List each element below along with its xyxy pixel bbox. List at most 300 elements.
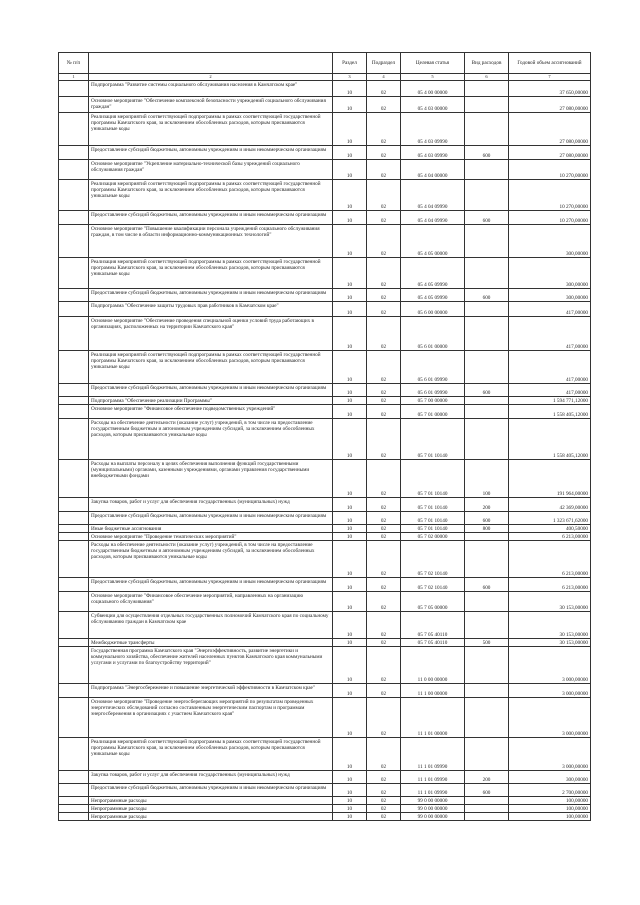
row-sum: 3 000,00000 <box>509 684 591 698</box>
row-podrazdel: 02 <box>367 647 401 684</box>
row-name: Иные бюджетные ассигнования <box>89 525 333 533</box>
row-sum: 30 153,00000 <box>509 639 591 647</box>
row-sum: 3 000,00000 <box>509 698 591 738</box>
row-sum: 100,00000 <box>509 797 591 805</box>
row-razdel: 10 <box>333 384 367 397</box>
row-razdel: 10 <box>333 460 367 498</box>
row-num <box>59 225 89 258</box>
row-csr: 05 4 04 09990 <box>401 180 465 211</box>
row-num <box>59 97 89 113</box>
table-row <box>59 698 591 738</box>
row-name: Расходы на обеспечение деятельности (оказание услуг) учреждений, в том числе на предоставление государственным бюджетным и автономным учреждениям субсидий, за исключением обособленных расходов, которым присваиваются уникальные коды <box>89 541 333 578</box>
row-name: Основное мероприятие "Повышение квалификации персонала учреждений социального обслуживания граждан, в том числе в области информационно-коммуникационных технологий" <box>89 225 333 258</box>
row-razdel: 10 <box>333 419 367 460</box>
header-name <box>89 53 333 74</box>
row-vr <box>465 317 509 351</box>
row-razdel: 10 <box>333 81 367 97</box>
row-sum: 417,00000 <box>509 351 591 384</box>
row-name: Предоставление субсидий бюджетным, автономным учреждениям и иным некоммерческим организациям <box>89 784 333 797</box>
row-num <box>59 384 89 397</box>
row-podrazdel: 02 <box>367 289 401 302</box>
row-sum: 10 270,00000 <box>509 180 591 211</box>
table-row <box>59 211 591 225</box>
row-csr: 05 6 01 00000 <box>401 317 465 351</box>
row-name: Субвенции для осуществления отдельных государственных полномочий Камчатского края по социальному обслуживанию граждан в Камчатском крае <box>89 612 333 639</box>
row-razdel: 10 <box>333 797 367 805</box>
row-name: Закупка товаров, работ и услуг для обеспечения государственных (муниципальных) нужд <box>89 771 333 784</box>
row-sum: 3 000,00000 <box>509 647 591 684</box>
row-num <box>59 289 89 302</box>
row-csr: 99 0 00 00000 <box>401 805 465 813</box>
row-csr: 05 7 00 00000 <box>401 397 465 405</box>
row-podrazdel: 02 <box>367 258 401 289</box>
row-vr <box>465 805 509 813</box>
row-num <box>59 160 89 180</box>
row-razdel: 10 <box>333 813 367 821</box>
row-razdel: 10 <box>333 498 367 512</box>
row-razdel: 10 <box>333 647 367 684</box>
table-row <box>59 258 591 289</box>
row-num <box>59 211 89 225</box>
row-podrazdel: 02 <box>367 541 401 578</box>
row-csr: 05 7 01 10140 <box>401 419 465 460</box>
row-vr <box>465 684 509 698</box>
row-vr <box>465 81 509 97</box>
row-csr: 11 0 00 00000 <box>401 647 465 684</box>
row-csr: 05 6 01 09990 <box>401 351 465 384</box>
row-podrazdel: 02 <box>367 525 401 533</box>
row-num <box>59 512 89 525</box>
budget-table <box>58 52 591 821</box>
row-razdel: 10 <box>333 351 367 384</box>
table-row <box>59 419 591 460</box>
row-podrazdel: 02 <box>367 784 401 797</box>
row-sum: 6 213,00000 <box>509 533 591 541</box>
table-row <box>59 639 591 647</box>
row-vr: 600 <box>465 146 509 160</box>
row-sum: 1 323 671,62000 <box>509 512 591 525</box>
row-name: Реализация мероприятий соответствующей подпрограммы в рамках соответствующей государственной программы Камчатского края, за исключением обособленных расходов, которым присваиваются уникальные коды <box>89 738 333 771</box>
row-vr <box>465 797 509 805</box>
row-num <box>59 498 89 512</box>
row-razdel: 10 <box>333 211 367 225</box>
header-sum: Годовой объем ассигнований <box>509 53 591 74</box>
row-num <box>59 698 89 738</box>
row-csr: 05 4 05 09990 <box>401 289 465 302</box>
row-podrazdel: 02 <box>367 639 401 647</box>
row-num <box>59 351 89 384</box>
row-name: Реализация мероприятий соответствующей подпрограммы в рамках соответствующей государственной программы Камчатского края, за исключением обособленных расходов, которым присваиваются уникальные коды <box>89 180 333 211</box>
table-row <box>59 813 591 821</box>
row-name: Закупка товаров, работ и услуг для обеспечения государственных (муниципальных) нужд <box>89 498 333 512</box>
row-sum: 6 213,00000 <box>509 578 591 592</box>
row-csr: 11 1 01 00000 <box>401 698 465 738</box>
row-csr: 05 4 04 00000 <box>401 160 465 180</box>
row-num <box>59 146 89 160</box>
row-sum: 27 080,00000 <box>509 146 591 160</box>
row-razdel: 10 <box>333 225 367 258</box>
row-name: Предоставление субсидий бюджетным, автономным учреждениям и иным некоммерческим организациям <box>89 289 333 302</box>
row-num <box>59 180 89 211</box>
row-sum: 42 369,00000 <box>509 498 591 512</box>
row-name: Межбюджетные трансферты <box>89 639 333 647</box>
table-row <box>59 592 591 612</box>
row-podrazdel: 02 <box>367 498 401 512</box>
row-sum: 27 080,00000 <box>509 113 591 146</box>
row-sum: 300,00000 <box>509 258 591 289</box>
row-num <box>59 805 89 813</box>
row-csr: 05 7 01 10140 <box>401 498 465 512</box>
row-razdel: 10 <box>333 533 367 541</box>
row-vr <box>465 533 509 541</box>
row-name: Подпрограмма "Энергосбережение и повышение энергетической эффективности в Камчатском крае" <box>89 684 333 698</box>
row-csr: 99 0 00 00000 <box>401 813 465 821</box>
row-name: Основное мероприятие "Обеспечение проведения специальной оценки условий труда работающих в организациях, расположенных на территории Камчатского края" <box>89 317 333 351</box>
table-row <box>59 541 591 578</box>
row-vr <box>465 592 509 612</box>
table-row <box>59 784 591 797</box>
table-body <box>59 81 591 821</box>
row-sum: 6 213,00000 <box>509 541 591 578</box>
table-row <box>59 405 591 419</box>
table-row <box>59 525 591 533</box>
row-name: Предоставление субсидий бюджетным, автономным учреждениям и иным некоммерческим организациям <box>89 578 333 592</box>
row-csr: 11 1 01 09990 <box>401 771 465 784</box>
row-vr <box>465 541 509 578</box>
table-header-row <box>59 53 591 74</box>
row-num <box>59 797 89 805</box>
row-num <box>59 405 89 419</box>
row-csr: 99 0 00 00000 <box>401 797 465 805</box>
row-csr: 05 7 01 10140 <box>401 512 465 525</box>
row-vr <box>465 647 509 684</box>
row-csr: 05 7 02 10140 <box>401 541 465 578</box>
row-podrazdel: 02 <box>367 698 401 738</box>
row-razdel: 10 <box>333 525 367 533</box>
colnum-5: 5 <box>401 74 465 81</box>
row-podrazdel: 02 <box>367 684 401 698</box>
row-sum: 10 270,00000 <box>509 211 591 225</box>
row-vr <box>465 180 509 211</box>
table-row <box>59 397 591 405</box>
colnum-1: 1 <box>59 74 89 81</box>
row-sum: 3 000,00000 <box>509 738 591 771</box>
colnum-7: 7 <box>509 74 591 81</box>
row-name: Основное мероприятие "Проведение энергосберегающих мероприятий по результатам проведенных энергетических обследований согласно составленным энергетическим паспортам и программам энергосбережения в организациях с участием Камчатского края" <box>89 698 333 738</box>
table-row <box>59 97 591 113</box>
table-row <box>59 797 591 805</box>
row-sum: 417,00000 <box>509 317 591 351</box>
row-razdel: 10 <box>333 317 367 351</box>
row-podrazdel: 02 <box>367 805 401 813</box>
table-row <box>59 498 591 512</box>
row-razdel: 10 <box>333 146 367 160</box>
row-num <box>59 771 89 784</box>
row-csr: 05 7 05 40110 <box>401 612 465 639</box>
row-vr <box>465 113 509 146</box>
row-name: Расходы на выплаты персоналу в целях обеспечения выполнения функций государственными (муниципальными) органами, казенными учреждениями, органами управления государственными внебюджетными фондами <box>89 460 333 498</box>
row-razdel: 10 <box>333 698 367 738</box>
row-num <box>59 592 89 612</box>
row-num <box>59 647 89 684</box>
row-podrazdel: 02 <box>367 160 401 180</box>
row-vr <box>465 258 509 289</box>
row-sum: 300,00000 <box>509 771 591 784</box>
row-name: Основное мероприятие "Финансовое обеспечение подведомственных учреждений" <box>89 405 333 419</box>
row-vr: 200 <box>465 498 509 512</box>
row-vr <box>465 225 509 258</box>
row-sum: 400,50000 <box>509 525 591 533</box>
row-podrazdel: 02 <box>367 797 401 805</box>
row-razdel: 10 <box>333 258 367 289</box>
header-csr: Целевая статья <box>401 53 465 74</box>
row-vr <box>465 419 509 460</box>
table-row <box>59 317 591 351</box>
row-podrazdel: 02 <box>367 146 401 160</box>
row-num <box>59 258 89 289</box>
row-razdel: 10 <box>333 578 367 592</box>
row-sum: 417,00000 <box>509 302 591 317</box>
table-row <box>59 805 591 813</box>
row-vr <box>465 302 509 317</box>
row-vr: 600 <box>465 384 509 397</box>
row-num <box>59 113 89 146</box>
row-razdel: 10 <box>333 289 367 302</box>
row-name: Основное мероприятие "Финансовое обеспечение мероприятий, направленных на организацию социального обслуживания" <box>89 592 333 612</box>
row-razdel: 10 <box>333 397 367 405</box>
row-razdel: 10 <box>333 639 367 647</box>
row-vr <box>465 405 509 419</box>
row-podrazdel: 02 <box>367 384 401 397</box>
row-sum: 417,00000 <box>509 384 591 397</box>
table-row <box>59 81 591 97</box>
row-name: Основное мероприятие "Обеспечение комплексной безопасности учреждений социального обслуживания граждан" <box>89 97 333 113</box>
table-row <box>59 146 591 160</box>
row-podrazdel: 02 <box>367 460 401 498</box>
row-podrazdel: 02 <box>367 419 401 460</box>
row-num <box>59 684 89 698</box>
row-csr: 05 4 00 00000 <box>401 81 465 97</box>
row-name: Реализация мероприятий соответствующей подпрограммы в рамках соответствующей государственной программы Камчатского края, за исключением обособленных расходов, которым присваиваются уникальные коды <box>89 258 333 289</box>
table-row <box>59 160 591 180</box>
row-num <box>59 813 89 821</box>
colnum-2: 2 <box>89 74 333 81</box>
row-podrazdel: 02 <box>367 225 401 258</box>
row-vr <box>465 738 509 771</box>
row-num <box>59 738 89 771</box>
row-csr: 05 6 00 00000 <box>401 302 465 317</box>
table-row <box>59 533 591 541</box>
row-razdel: 10 <box>333 180 367 211</box>
header-num: № п/п <box>59 53 89 74</box>
row-sum: 1 558 405,12000 <box>509 419 591 460</box>
row-sum: 37 650,00000 <box>509 81 591 97</box>
row-razdel: 10 <box>333 738 367 771</box>
row-podrazdel: 02 <box>367 405 401 419</box>
row-num <box>59 578 89 592</box>
row-name: Непрограммные расходы <box>89 813 333 821</box>
row-num <box>59 612 89 639</box>
colnum-6: 6 <box>465 74 509 81</box>
row-sum: 2 700,00000 <box>509 784 591 797</box>
row-csr: 05 4 05 00000 <box>401 225 465 258</box>
row-vr: 600 <box>465 211 509 225</box>
row-podrazdel: 02 <box>367 180 401 211</box>
table-row <box>59 460 591 498</box>
row-csr: 05 4 05 09990 <box>401 258 465 289</box>
row-vr: 600 <box>465 289 509 302</box>
table-row <box>59 384 591 397</box>
row-num <box>59 317 89 351</box>
header-vr: Вид расходов <box>465 53 509 74</box>
row-sum: 100,00000 <box>509 813 591 821</box>
row-vr <box>465 813 509 821</box>
row-podrazdel: 02 <box>367 302 401 317</box>
row-podrazdel: 02 <box>367 578 401 592</box>
row-sum: 30 153,00000 <box>509 592 591 612</box>
table-row <box>59 289 591 302</box>
row-razdel: 10 <box>333 612 367 639</box>
table-row <box>59 578 591 592</box>
row-sum: 30 153,00000 <box>509 612 591 639</box>
row-podrazdel: 02 <box>367 533 401 541</box>
row-podrazdel: 02 <box>367 512 401 525</box>
row-name: Расходы на обеспечение деятельности (оказание услуг) учреждений, в том числе на предоставление государственным бюджетным и автономным учреждениям субсидий, за исключением обособленных расходов, которым присваиваются уникальные коды <box>89 419 333 460</box>
header-razdel: Раздел <box>333 53 367 74</box>
row-num <box>59 397 89 405</box>
row-sum: 1 558 405,12000 <box>509 405 591 419</box>
row-num <box>59 541 89 578</box>
table-row <box>59 225 591 258</box>
row-csr: 05 7 01 10140 <box>401 525 465 533</box>
row-podrazdel: 02 <box>367 592 401 612</box>
row-vr: 100 <box>465 460 509 498</box>
row-name: Подпрограмма "Развитие системы социального обслуживания населения в Камчатском крае" <box>89 81 333 97</box>
row-podrazdel: 02 <box>367 397 401 405</box>
row-csr: 05 4 03 09990 <box>401 113 465 146</box>
row-vr: 600 <box>465 512 509 525</box>
row-csr: 11 1 01 09990 <box>401 784 465 797</box>
row-vr <box>465 160 509 180</box>
row-podrazdel: 02 <box>367 317 401 351</box>
table-row <box>59 180 591 211</box>
row-vr <box>465 351 509 384</box>
row-vr: 800 <box>465 525 509 533</box>
row-vr <box>465 698 509 738</box>
row-name: Реализация мероприятий соответствующей подпрограммы в рамках соответствующей государственной программы Камчатского края, за исключением обособленных расходов, которым присваиваются уникальные коды <box>89 351 333 384</box>
row-vr: 600 <box>465 578 509 592</box>
colnum-4: 4 <box>367 74 401 81</box>
row-razdel: 10 <box>333 684 367 698</box>
row-csr: 05 7 05 00000 <box>401 592 465 612</box>
row-razdel: 10 <box>333 805 367 813</box>
row-podrazdel: 02 <box>367 351 401 384</box>
row-name: Подпрограмма "Обеспечение реализации Программы" <box>89 397 333 405</box>
row-name: Государственная программа Камчатского края "Энергоэффективность, развитие энергетики и коммунального хозяйства, обеспечение жителей населенных пунктов Камчатского края коммунальными услугами и услугами по благоустройству территорий" <box>89 647 333 684</box>
row-sum: 191 964,00000 <box>509 460 591 498</box>
row-name: Предоставление субсидий бюджетным, автономным учреждениям и иным некоммерческим организациям <box>89 146 333 160</box>
row-razdel: 10 <box>333 405 367 419</box>
table-row <box>59 684 591 698</box>
row-name: Подпрограмма "Обеспечение защиты трудовых прав работников в Камчатском крае" <box>89 302 333 317</box>
row-vr <box>465 612 509 639</box>
column-number-row <box>59 74 591 81</box>
row-vr: 200 <box>465 771 509 784</box>
row-name: Предоставление субсидий бюджетным, автономным учреждениям и иным некоммерческим организациям <box>89 211 333 225</box>
row-csr: 05 7 05 40110 <box>401 639 465 647</box>
table-row <box>59 351 591 384</box>
row-vr: 600 <box>465 784 509 797</box>
row-num <box>59 533 89 541</box>
row-razdel: 10 <box>333 541 367 578</box>
row-name: Предоставление субсидий бюджетным, автономным учреждениям и иным некоммерческим организациям <box>89 384 333 397</box>
row-podrazdel: 02 <box>367 738 401 771</box>
row-razdel: 10 <box>333 771 367 784</box>
row-csr: 11 1 00 00000 <box>401 684 465 698</box>
row-csr: 05 4 03 00000 <box>401 97 465 113</box>
row-razdel: 10 <box>333 784 367 797</box>
row-csr: 05 6 01 09990 <box>401 384 465 397</box>
row-csr: 05 4 04 09990 <box>401 211 465 225</box>
row-razdel: 10 <box>333 512 367 525</box>
row-name: Реализация мероприятий соответствующей подпрограммы в рамках соответствующей государственной программы Камчатского края, за исключением обособленных расходов, которым присваиваются уникальные коды <box>89 113 333 146</box>
row-razdel: 10 <box>333 160 367 180</box>
row-vr: 500 <box>465 639 509 647</box>
row-num <box>59 784 89 797</box>
table-row <box>59 647 591 684</box>
row-csr: 05 7 01 00000 <box>401 405 465 419</box>
row-num <box>59 525 89 533</box>
table-row <box>59 302 591 317</box>
row-sum: 100,00000 <box>509 805 591 813</box>
budget-document <box>58 52 590 821</box>
row-name: Предоставление субсидий бюджетным, автономным учреждениям и иным некоммерческим организациям <box>89 512 333 525</box>
row-csr: 05 4 03 09990 <box>401 146 465 160</box>
table-row <box>59 113 591 146</box>
row-name: Непрограммные расходы <box>89 797 333 805</box>
row-name: Основное мероприятие "Укрепление материально-технической базы учреждений социального обслуживания граждан" <box>89 160 333 180</box>
row-csr: 05 7 01 10140 <box>401 460 465 498</box>
table-row <box>59 512 591 525</box>
row-razdel: 10 <box>333 302 367 317</box>
row-csr: 05 7 02 10140 <box>401 578 465 592</box>
row-podrazdel: 02 <box>367 771 401 784</box>
table-row <box>59 612 591 639</box>
row-razdel: 10 <box>333 97 367 113</box>
row-name: Основное мероприятие "Проведение тематических мероприятий" <box>89 533 333 541</box>
row-num <box>59 81 89 97</box>
row-razdel: 10 <box>333 592 367 612</box>
row-sum: 1 594 771,12000 <box>509 397 591 405</box>
row-sum: 10 270,00000 <box>509 160 591 180</box>
row-podrazdel: 02 <box>367 813 401 821</box>
colnum-3: 3 <box>333 74 367 81</box>
row-num <box>59 460 89 498</box>
row-podrazdel: 02 <box>367 81 401 97</box>
row-podrazdel: 02 <box>367 211 401 225</box>
row-name: Непрограммные расходы <box>89 805 333 813</box>
row-num <box>59 419 89 460</box>
row-num <box>59 302 89 317</box>
table-row <box>59 771 591 784</box>
row-sum: 300,00000 <box>509 225 591 258</box>
row-podrazdel: 02 <box>367 113 401 146</box>
row-podrazdel: 02 <box>367 97 401 113</box>
row-num <box>59 639 89 647</box>
header-podrazdel: Подраздел <box>367 53 401 74</box>
table-row <box>59 738 591 771</box>
row-sum: 300,00000 <box>509 289 591 302</box>
